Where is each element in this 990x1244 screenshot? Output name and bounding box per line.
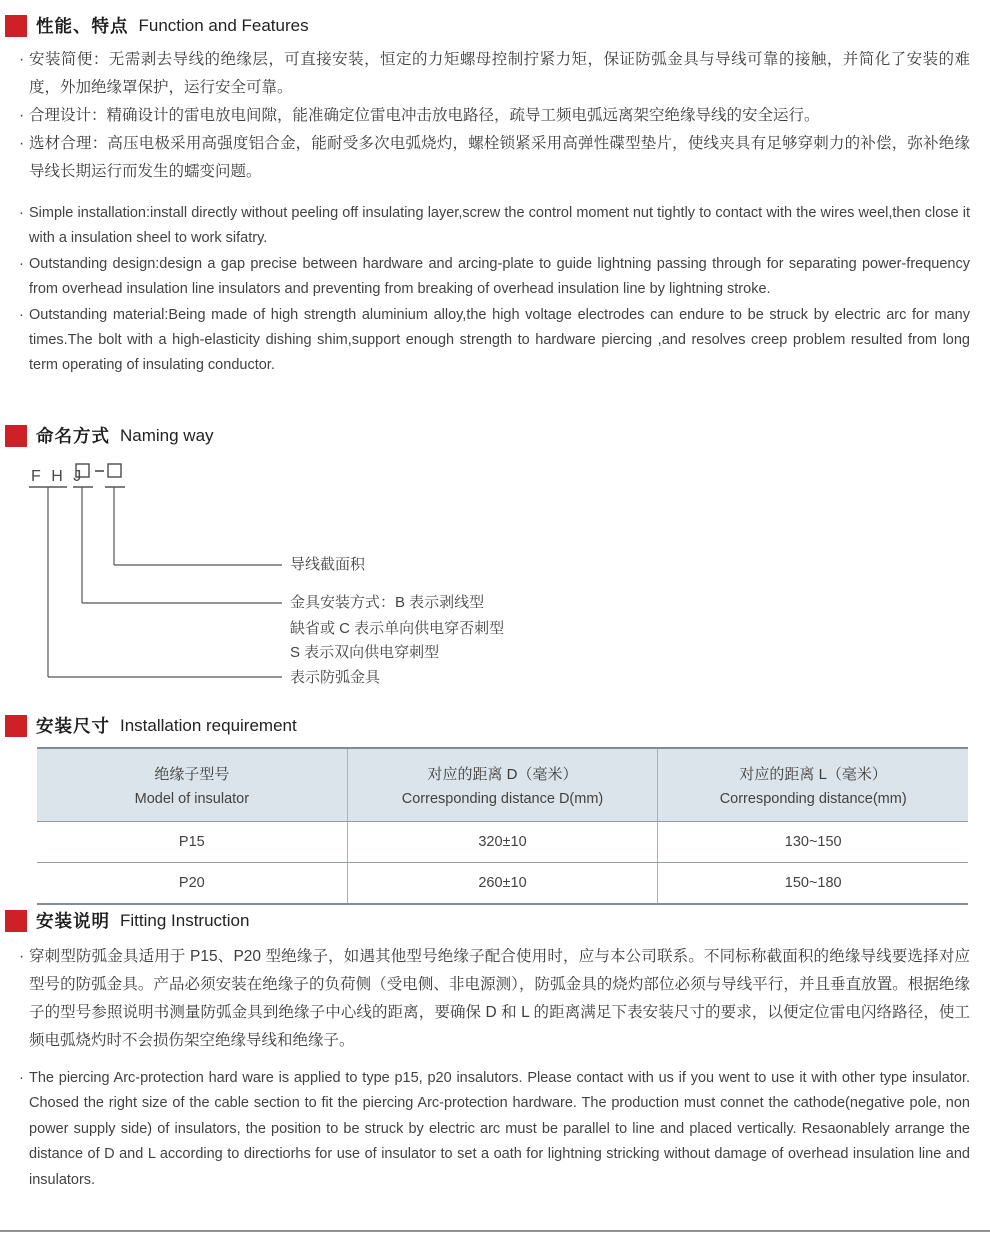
bullet-marker: · — [19, 1070, 24, 1086]
page-bottom-rule — [0, 1230, 990, 1232]
feature-text-en: Outstanding material:Being made of high strength aluminium alloy,the high voltage electrodes can endure to be struck by electric arc for many times.The bolt with a high-elasticity dishing shim,support enough strength to hardware piercing ,and resolves creep problem resulted from long term operating of insulating conductor. — [29, 306, 970, 374]
cell-model: P20 — [178, 875, 205, 891]
features-section-header — [5, 13, 309, 38]
column-header-en: Corresponding distance D(mm) — [401, 791, 604, 807]
column-header-en: Corresponding distance(mm) — [719, 791, 907, 807]
feature-item-zh — [21, 130, 970, 186]
cell-distance-l: 130~150 — [657, 822, 968, 862]
cell-distance-d: 320±10 — [347, 822, 658, 862]
column-header-zh: 对应的距离 L（毫米） — [739, 766, 887, 783]
cell-distance-d: 260±10 — [347, 863, 658, 903]
red-square-icon — [5, 715, 27, 737]
naming-section-header — [5, 423, 214, 448]
cell-model: P15 — [178, 834, 205, 850]
feature-item-en — [21, 201, 970, 252]
feature-item-zh — [21, 46, 970, 102]
bullet-marker: · — [19, 255, 24, 272]
installation-section-header — [5, 713, 297, 738]
fitting-list-en — [21, 1066, 970, 1193]
column-header-distance-d — [347, 749, 658, 821]
installation-title-en: Installation requirement — [120, 715, 297, 735]
feature-item-en — [21, 252, 970, 303]
feature-text-en: Simple installation:install directly without peeling off insulating layer,screw the control moment nut tightly to contact with the wires weel,then close it with a insulation sheel to work sifatry. — [29, 205, 970, 247]
installation-title-zh: 安装尺寸 — [36, 716, 110, 736]
table-row — [37, 862, 968, 903]
features-list-zh — [21, 46, 970, 186]
bullet-marker: · — [19, 107, 25, 124]
bullet-marker: · — [19, 135, 25, 152]
label-arc-protection-hardware: 表示防弧金具 — [290, 669, 381, 686]
naming-title-en: Naming way — [120, 425, 214, 445]
bullet-marker: · — [19, 51, 25, 68]
bullet-marker: · — [19, 306, 24, 323]
fitting-title-zh: 安装说明 — [36, 911, 110, 931]
fitting-item-zh — [21, 943, 970, 1055]
column-header-en: Model of insulator — [134, 791, 250, 807]
red-square-icon — [5, 15, 27, 37]
feature-text-en: Outstanding design:design a gap precise between hardware and arcing-plate to guide lightning passing through for separating power-frequency from overhead insulation line insulators and preventing from breaking of overhead insulation line by lightning stroke. — [29, 255, 970, 298]
features-list-en — [21, 201, 970, 379]
fitting-item-en — [21, 1066, 970, 1193]
fitting-section-header — [5, 908, 249, 933]
naming-title-zh: 命名方式 — [36, 426, 110, 446]
cell-distance-l: 150~180 — [657, 863, 968, 903]
fitting-text-en: The piercing Arc-protection hard ware is applied to type p15, p20 insalutors. Please contact with us if you went to use it with other type insulator. Chosed the right size of the cable section to fit the piercing Arc-protection hardware. The production must connet the cathode(negative pole, non power supply side) of insulators, the position to be struck by electric arc must be parallel to line and placed vertically. Resaonablely arrange the distance of D and L according to directiorhs for use of insulator to set a oath for lightning stricking without damage of overhead insulation line and insulators. — [29, 1070, 970, 1188]
feature-text-zh: 安装简便：无需剥去导线的绝缘层，可直接安装，恒定的力矩螺母控制拧紧力矩，保证防弧金具与导线可靠的接触，并简化了安装的难度，外加绝缘罩保护，运行安全可靠。 — [29, 51, 970, 96]
feature-text-zh: 合理设计：精确设计的雷电放电间隙，能准确定位雷电冲击放电路径，疏导工频电弧远离架空绝缘导线的安全运行。 — [29, 107, 820, 124]
column-header-zh: 绝缘子型号 — [154, 766, 230, 783]
fitting-title-en: Fitting Instruction — [120, 910, 250, 930]
label-mounting-type-b: 金具安装方式：B 表示剥线型 — [290, 594, 485, 611]
feature-text-zh: 选材合理：高压电极采用高强度铝合金，能耐受多次电弧烧灼，螺栓锁紧采用高弹性碟型垫片，使线夹具有足够穿刺力的补偿，弥补绝缘导线长期运行而发生的蠕变问题。 — [29, 135, 970, 180]
label-conductor-cross-section: 导线截面积 — [290, 556, 366, 573]
naming-diagram — [0, 455, 720, 700]
column-header-zh: 对应的距离 D（毫米） — [427, 766, 578, 783]
column-header-model — [37, 749, 347, 821]
installation-table-header-row — [37, 749, 968, 822]
bullet-marker: · — [19, 948, 25, 965]
fitting-text-zh: 穿刺型防弧金具适用于 P15、P20 型绝缘子，如遇其他型号绝缘子配合使用时，应与本公司联系。不同标称截面积的绝缘导线要选择对应型号的防弧金具。产品必须安装在绝缘子的负荷侧（受电侧、非电源测），防弧金具的烧灼部位必须与导线平行，并且垂直放置。根据绝缘子的型号参照说明书测量防弧金具到绝缘子中心线的距离，要确保 D 和 L 的距离满足下表安装尺寸的要求，以便定位雷电闪络路径，使工频电弧烧灼时不会损伤架空绝缘导线和绝缘子。 — [29, 948, 971, 1049]
label-mounting-type-c: 缺省或 C 表示单向供电穿否刺型 — [290, 620, 505, 637]
installation-table — [37, 747, 968, 905]
red-square-icon — [5, 425, 27, 447]
red-square-icon — [5, 910, 27, 932]
table-row — [37, 822, 968, 862]
bullet-marker: · — [19, 205, 24, 221]
feature-item-zh — [21, 102, 970, 130]
feature-item-en — [21, 303, 970, 379]
fitting-list-zh — [21, 943, 970, 1055]
naming-code-prefix: F H J — [31, 468, 85, 485]
features-title-zh: 性能、特点 — [36, 16, 129, 36]
label-mounting-type-s: S 表示双向供电穿刺型 — [290, 644, 440, 661]
features-title-en: Function and Features — [138, 15, 309, 35]
code-box — [108, 464, 121, 477]
column-header-distance-l — [657, 749, 968, 821]
